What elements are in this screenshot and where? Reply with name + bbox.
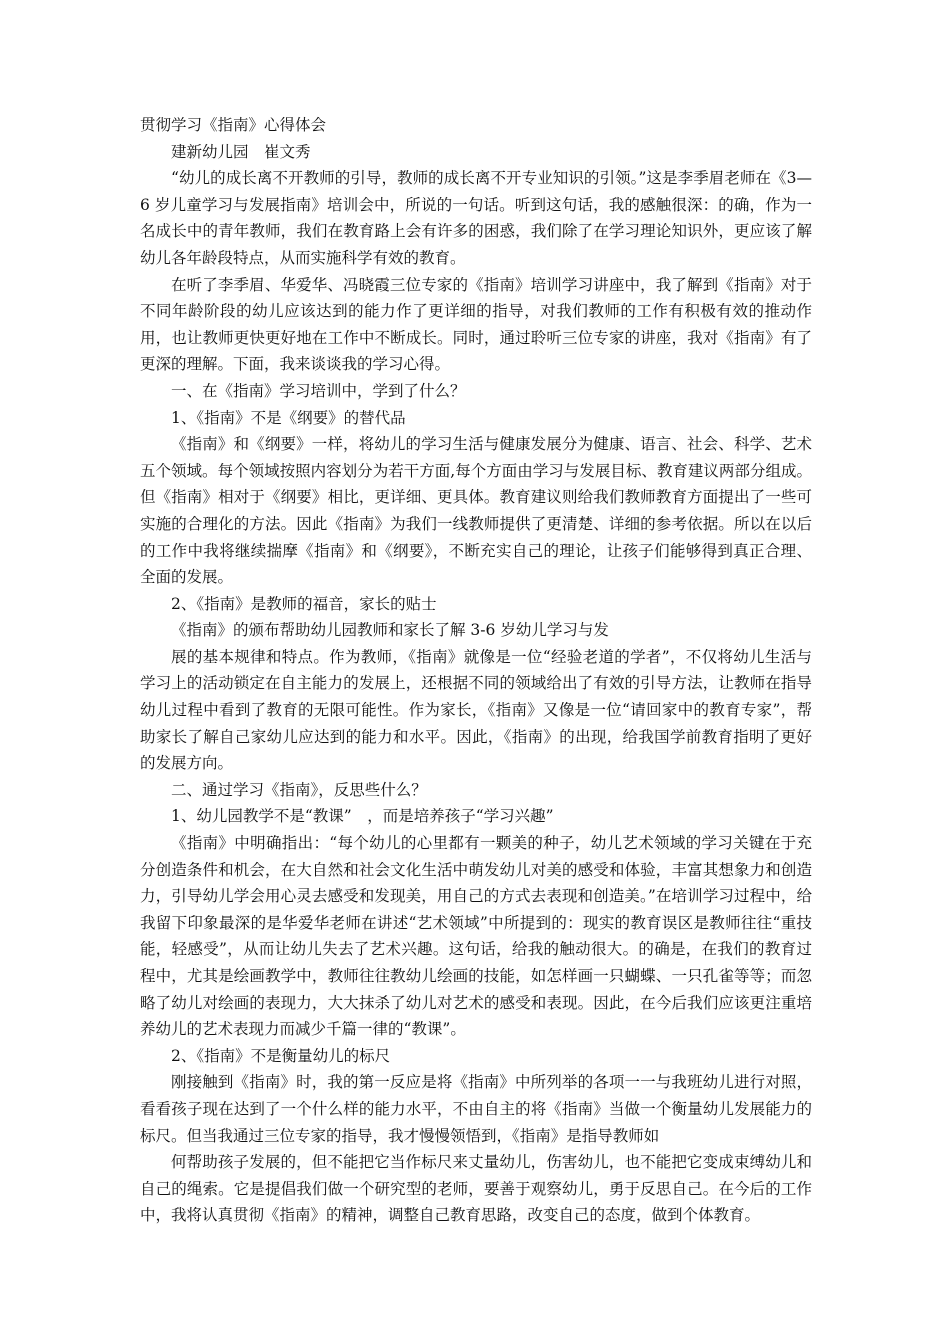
paragraph: 《指南》的颁布帮助幼儿园教师和家长了解 3-6 岁幼儿学习与发 bbox=[171, 621, 609, 640]
section-heading: 一、在《指南》学习培训中，学到了什么？ bbox=[171, 381, 466, 400]
paragraph: 何帮助孩子发展的，但不能把它当作标尺来丈量幼儿，伤害幼儿，也不能把它变成束缚幼儿和自己的绳索。它是提倡我们做一个研究型的老师，要善于观察幼儿，勇于反思自己。在今后的工作中，我将认真贯彻《指南》的精神，调整自己教育思路，改变自己的态度，做到个体教育。 bbox=[140, 1153, 812, 1225]
paragraph: 《指南》中明确指出：“每个幼儿的心里都有一颗美的种子，幼儿艺术领域的学习关键在于充分创造条件和机会，在大自然和社会文化生活中萌发幼儿对美的感受和体验，丰富其想象力和创造力，引导幼儿学会用心灵去感受和发现美，用自己的方式去表现和创造美。”在培训学习过程中，给我留下印象最深的是华爱华老师在讲述“艺术领域”中所提到的：现实的教育误区是教师往往“重技能，轻感受”，从而让幼儿失去了艺术兴趣。这句话，给我的触动很大。的确是，在我们的教育过程中，尤其是绘画教学中，教师往往教幼儿绘画的技能，如怎样画一只蝴蝶、一只孔雀等等；而忽略了幼儿对绘画的表现力，大大抹杀了幼儿对艺术的感受和表现。因此，在今后我们应该更注重培养幼儿的艺术表现力而减少千篇一律的“教课”。 bbox=[140, 834, 812, 1039]
subsection-heading: 1、幼儿园教学不是“教课” ，而是培养孩子“学习兴趣” bbox=[171, 807, 554, 826]
paragraph: 展的基本规律和特点。作为教师，《指南》就像是一位“经验老道的学者”，不仅将幼儿生活与学习上的活动锁定在自主能力的发展上，还根据不同的领域给出了有效的引导方法，让教师在指导幼儿过程中看到了教育的无限可能性。作为家长，《指南》又像是一位“请回家中的教育专家”，帮助家长了解自己家幼儿应达到的能力和水平。因此，《指南》的出现，给我国学前教育指明了更好的发展方向。 bbox=[140, 647, 812, 773]
document-title: 贯彻学习《指南》心得体会 bbox=[140, 116, 327, 134]
subsection-heading: 1、《指南》不是《纲要》的替代品 bbox=[171, 408, 406, 427]
paragraph: “幼儿的成长离不开教师的引导，教师的成长离不开专业知识的引领。”这是李季眉老师在《3—6 岁儿童学习与发展指南》培训会中，所说的一句话。听到这句话，我的感触很深：的确，作为一名成长中的青年教师，我们在教育路上会有许多的困惑，我们除了在学习理论知识外，更应该了解幼儿各年龄段特点，从而实施科学有效的教育。 bbox=[140, 169, 812, 267]
paragraph: 刚接触到《指南》时，我的第一反应是将《指南》中所列举的各项一一与我班幼儿进行对照，看看孩子现在达到了一个什么样的能力水平，不由自主的将《指南》当做一个衡量幼儿发展能力的标尺。但当我通过三位专家的指导，我才慢慢领悟到，《指南》是指导教师如 bbox=[140, 1073, 812, 1145]
document-body bbox=[140, 112, 812, 1229]
paragraph: 《指南》和《纲要》一样，将幼儿的学习生活与健康发展分为健康、语言、社会、科学、艺术五个领域。每个领域按照内容划分为若干方面,每个方面由学习与发展目标、教育建议两部分组成。但《指南》相对于《纲要》相比，更详细、更具体。教育建议则给我们教师教育方面提出了一些可实施的合理化的方法。因此《指南》为我们一线教师提供了更清楚、详细的参考依据。所以在以后的工作中我将继续揣摩《指南》和《纲要》，不断充实自己的理论，让孩子们能够得到真正合理、全面的发展。 bbox=[140, 435, 812, 587]
paragraph: 在听了李季眉、华爱华、冯晓霞三位专家的《指南》培训学习讲座中，我了解到《指南》对于不同年龄阶段的幼儿应该达到的能力作了更详细的指导，对我们教师的工作有积极有效的推动作用，也让教师更快更好地在工作中不断成长。同时，通过聆听三位专家的讲座，我对《指南》有了更深的理解。下面，我来谈谈我的学习心得。 bbox=[140, 275, 812, 374]
subsection-heading: 2、《指南》不是衡量幼儿的标尺 bbox=[171, 1046, 391, 1065]
subsection-heading: 2、《指南》是教师的福音，家长的贴士 bbox=[171, 594, 437, 613]
document-author: 建新幼儿园 崔文秀 bbox=[171, 142, 311, 161]
section-heading: 二、通过学习《指南》，反思些什么？ bbox=[171, 780, 427, 799]
